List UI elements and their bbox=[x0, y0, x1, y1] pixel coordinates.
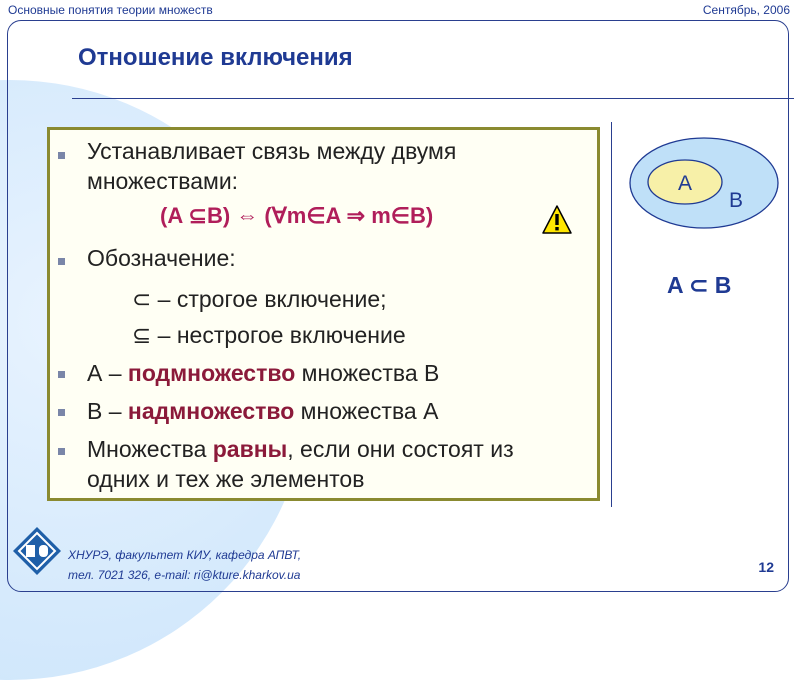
page-number: 12 bbox=[758, 559, 774, 575]
euler-diagram bbox=[628, 136, 780, 231]
bullet-marker bbox=[58, 448, 65, 455]
slide-title: Отношение включения bbox=[78, 44, 353, 71]
bullet-marker bbox=[58, 371, 65, 378]
subset-prefix: А – bbox=[87, 360, 128, 386]
nonstrict-inclusion-text: ⊆ – нестрогое включение bbox=[132, 322, 406, 348]
bullet-marker bbox=[58, 152, 65, 159]
superset-term: надмножество bbox=[127, 398, 295, 424]
superset-prefix: В – bbox=[87, 398, 128, 424]
bullet-marker bbox=[58, 258, 65, 265]
bullet-2-label: Обозначение: bbox=[87, 245, 236, 271]
bullet-marker bbox=[58, 409, 65, 416]
subset-term: подмножество bbox=[127, 360, 296, 386]
equal-term: равны bbox=[212, 436, 288, 462]
inclusion-formula: (A ⊆B) ⇔ (∀m∈A ⇒ m∈B) bbox=[160, 203, 434, 228]
bullet-1-line1: Устанавливает связь между двумя bbox=[87, 138, 457, 164]
subset-suffix: множества В bbox=[295, 360, 440, 386]
title-divider bbox=[72, 98, 794, 99]
footer-university: ХНУРЭ, факультет КИУ, кафедра АПВТ, bbox=[68, 548, 302, 562]
equal-prefix: Множества bbox=[87, 436, 213, 462]
header-date: Сентябрь, 2006 bbox=[702, 3, 790, 17]
superset-suffix: множества А bbox=[294, 398, 439, 424]
footer-contacts: тел. 7021 326, e-mail: ri@kture.kharkov.ua bbox=[68, 568, 301, 582]
bullet-1-line2: множествами: bbox=[87, 168, 239, 194]
equal-sets-line1 bbox=[87, 434, 514, 464]
university-logo-icon bbox=[12, 526, 62, 576]
subset-line bbox=[87, 358, 439, 388]
strict-inclusion-text: ⊂ – строгое включение; bbox=[132, 286, 387, 312]
warning-icon bbox=[541, 204, 573, 236]
header-course-title: Основные понятия теории множеств bbox=[8, 3, 213, 17]
set-a-label: A bbox=[677, 172, 693, 195]
vertical-divider bbox=[611, 122, 612, 507]
subset-relation-label: A ⊂ B bbox=[667, 272, 732, 298]
equal-suffix: , если они состоят из bbox=[287, 436, 514, 462]
equal-sets-line2: одних и тех же элементов bbox=[87, 466, 365, 492]
superset-line bbox=[87, 396, 438, 426]
set-b-label: B bbox=[728, 189, 744, 212]
